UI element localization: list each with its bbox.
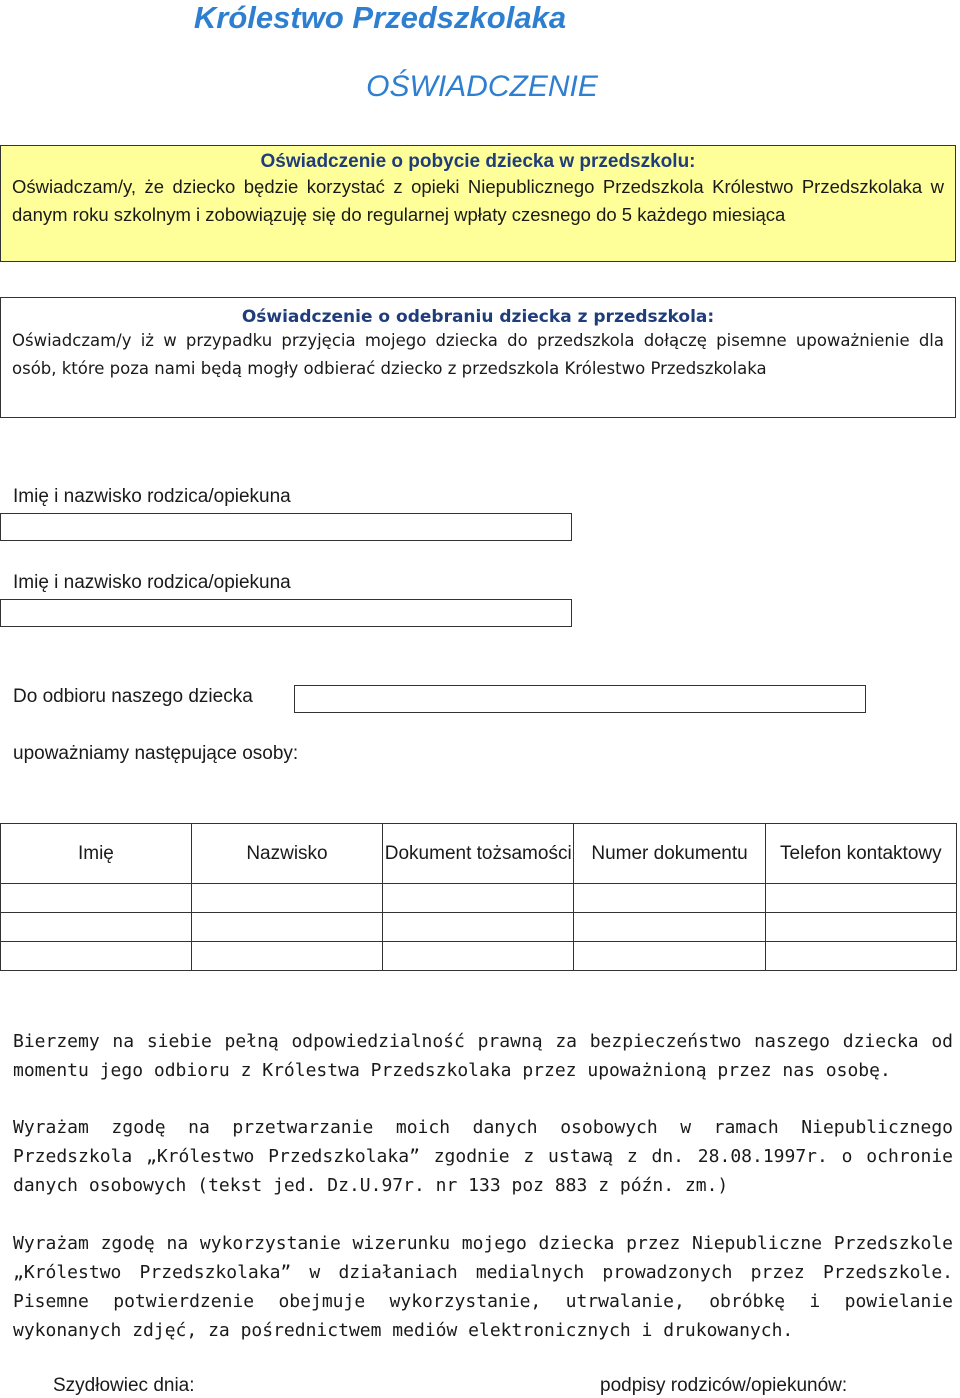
header-first-name: Imię [1, 824, 192, 884]
table-cell[interactable] [191, 942, 382, 971]
pickup-statement-box [0, 297, 956, 418]
pickup-statement-heading: Oświadczenie o odebraniu dziecka z przedszkola: [241, 307, 715, 327]
table-cell[interactable] [574, 913, 765, 942]
table-cell[interactable] [574, 884, 765, 913]
table-cell[interactable] [765, 942, 956, 971]
parent1-label: Imię i nazwisko rodzica/opiekuna [13, 486, 291, 507]
header-id-document: Dokument tożsamości [383, 824, 574, 884]
stay-statement-heading: Oświadczenie o pobycie dziecka w przedszkolu: [260, 151, 696, 172]
table-cell[interactable] [1, 913, 192, 942]
table-cell[interactable] [1, 942, 192, 971]
stay-statement-box [0, 145, 956, 262]
table-cell[interactable] [765, 913, 956, 942]
table-row [1, 913, 957, 942]
data-consent-paragraph: Wyrażam zgodę na przetwarzanie moich danych osobowych w ramach Niepublicznego Przedszkola „Królestwo Przedszkolaka” zgodnie z ustawą z dn. 28.08.1997r. o ochronie danych osobowych (tekst jed. Dz.U.97r. nr 133 poz 883 z późn. zm.) [13, 1117, 953, 1196]
responsibility-paragraph: Bierzemy na siebie pełną odpowiedzialność prawną za bezpieczeństwo naszego dziecka od momentu jego odbioru z Królestwa Przedszkolaka przez upoważnioną przez nas osobę. [13, 1031, 953, 1081]
header-phone: Telefon kontaktowy [765, 824, 956, 884]
table-cell[interactable] [383, 942, 574, 971]
image-consent-paragraph: Wyrażam zgodę na wykorzystanie wizerunku mojego dziecka przez Niepubliczne Przedszkole „Królestwo Przedszkolaka” w działaniach medialnych prowadzonych przez Przedszkole. Pisemne potwierdzenie obejmuje wykorzystanie, utrwalanie, obróbkę i powielanie wykonanych zdjęć, za pośrednictwem mediów elektronicznych i drukowanych. [13, 1233, 953, 1341]
header-document-number: Numer dokumentu [574, 824, 765, 884]
document-subtitle: OŚWIADCZENIE [366, 70, 598, 103]
table-cell[interactable] [191, 884, 382, 913]
table-row [1, 884, 957, 913]
table-cell[interactable] [383, 884, 574, 913]
table-cell[interactable] [574, 942, 765, 971]
authorized-persons-label: upoważniamy następujące osoby: [13, 743, 299, 764]
parent2-label: Imię i nazwisko rodzica/opiekuna [13, 572, 291, 593]
table-header-row [1, 824, 957, 884]
pickup-statement-text: Oświadczam/y iż w przypadku przyjęcia mojego dziecka do przedszkola dołączę pisemne upoważnienie dla osób, które poza nami będą mogły odbierać dziecko z przedszkola Królestwo Przedszkolaka [12, 331, 944, 378]
child-pickup-label: Do odbioru naszego dziecka [13, 686, 253, 707]
table-cell[interactable] [383, 913, 574, 942]
table-cell[interactable] [765, 884, 956, 913]
signatures-label: podpisy rodziców/opiekunów: [600, 1375, 848, 1396]
document-title: Królestwo Przedszkolaka [193, 0, 567, 35]
table-cell[interactable] [191, 913, 382, 942]
table-row [1, 942, 957, 971]
parent2-name-field[interactable] [0, 599, 572, 627]
child-name-field[interactable] [294, 685, 866, 713]
stay-statement-text: Oświadczam/y, że dziecko będzie korzystać z opieki Niepublicznego Przedszkola Królestwo Przedszkolaka w danym roku szkolnym i zobowiązuję się do regularnej wpłaty czesnego do 5 każdego miesiąca [12, 176, 944, 225]
authorized-persons-table [0, 823, 957, 971]
parent1-name-field[interactable] [0, 513, 572, 541]
header-last-name: Nazwisko [191, 824, 382, 884]
place-date-label: Szydłowiec dnia: [53, 1375, 195, 1396]
table-cell[interactable] [1, 884, 192, 913]
